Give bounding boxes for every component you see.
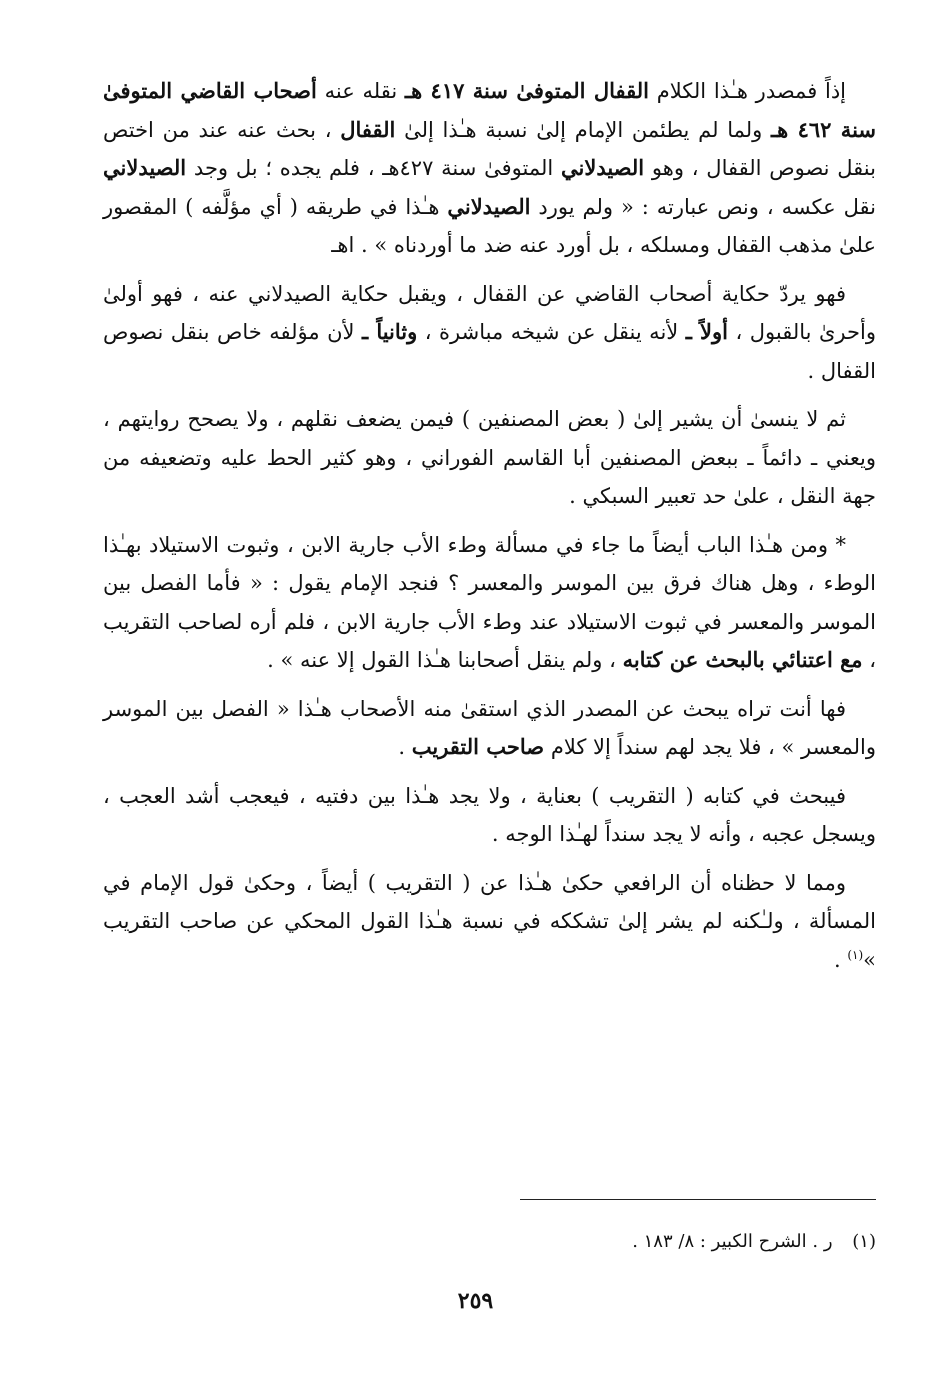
text-run: نقل عكسه ، ونص عبارته : « ولم يورد [530,194,876,219]
text-run: ، بحث عنه عند من اختص بنقل نصوص القفال ، وهو [103,117,876,180]
text-run: ، ولم ينقل أصحابنا هـٰذا القول إلا عنه » . [267,648,623,672]
text-run: ولما لم يطئمن الإمام إلىٰ نسبة هـٰذا إلىٰ [395,117,772,142]
bold-run: الصيدلاني [561,155,645,180]
text-run: هـٰذا في طريقه ( أي مؤلَّفه ) المقصور علىٰ مذهب القفال ومسلكه ، بل أورد عنه ضد ما أوردناه » . اهـ [103,194,876,257]
text-run: ثم لا ينسىٰ أن يشير إلىٰ ( بعض المصنفين ) فيمن يضعف نقلهم ، ولا يصحح روايتهم ، ويعني ـ دائماً ـ ببعض المصنفين أبا القاسم الفوراني ، وهو كثير الحط عليه وتضعيفه من جهة النقل ، علىٰ حد تعبير السبكي . [103,407,876,508]
paragraph [103,72,876,265]
bold-run: القفال المتوفىٰ سنة ٤١٧ هـ [404,78,649,103]
text-run: لأنه ينقل عن شيخه مباشرة ، [417,320,686,344]
bold-run: وثانياً ـ [362,319,418,344]
paragraph [103,777,876,854]
footnote-text: ر . الشرح الكبير : ٨/ ١٨٣ . [632,1231,833,1252]
body-text [103,72,876,989]
text-run: إذاً فمصدر هـٰذا الكلام [648,79,846,103]
text-run: ومما لا حظناه أن الرافعي حكىٰ هـٰذا عن ( التقريب ) أيضاً ، وحكىٰ قول الإمام في المسألة ، ولـٰكنه لم يشر إلىٰ تشككه في نسبة هـٰذا القول المحكي عن صاحب التقريب » [103,870,876,972]
text-run: . [833,947,848,972]
text-run: * ومن هـٰذا الباب أيضاً ما جاء في مسألة وطء الأب جارية الابن ، وثبوت الاستيلاد بهـٰذا الوطء ، وهل هناك فرق بين الموسر والمعسر ؟ فنجد الإمام يقول : « فأما الفصل بين الموسر والمعسر في ثبوت الاستيلاد عند وطء الأب جارية الابن ، فلم أره لصاحب التقريب ، [103,532,876,672]
page-number: ٢٥٩ [457,1288,494,1314]
text-run: فيبحث في كتابه ( التقريب ) بعناية ، ولا يجد هـٰذا بين دفتيه ، فيعجب أشد العجب ، ويسجل عجبه ، وأنه لا يجد سنداً لهـٰذا الوجه . [103,783,876,846]
footnote-ref: (١) [847,947,864,962]
bold-run: صاحب التقريب [411,734,545,759]
text-run: . [398,735,412,759]
paragraph [103,864,876,980]
text-run: نقله عنه [316,79,405,103]
paragraph [103,275,876,391]
footnote-number: (١) [852,1231,876,1252]
text-run: فهو يردّ حكاية أصحاب القاضي عن القفال ، ويقبل حكاية الصيدلاني عنه ، فهو أولىٰ وأحرىٰ بالقبول ، [103,281,876,344]
bold-run: مع اعتنائي بالبحث عن كتابه [622,647,863,672]
text-run: لأن مؤلفه خاص بنقل نصوص القفال . [103,320,876,383]
bold-run: الصيدلاني [103,155,187,180]
text-run: المتوفىٰ سنة ٤٢٧هـ ، فلم يجده ؛ بل وجد [186,156,561,180]
paragraph [103,526,876,680]
paragraph [103,400,876,516]
footnote [300,1227,876,1257]
bold-run: أصحاب القاضي المتوفىٰ سنة ٤٦٢ هـ [103,78,876,142]
text-run: فها أنت تراه يبحث عن المصدر الذي استقىٰ منه الأصحاب هـٰذا « الفصل بين الموسر والمعسر » ، فلا يجد لهم سنداً إلا كلام [103,696,876,759]
bold-run: القفال [340,116,396,142]
footnote-separator [520,1199,876,1200]
bold-run: أولاً ـ [685,319,729,344]
paragraph [103,690,876,767]
bold-run: الصيدلاني [447,193,531,219]
